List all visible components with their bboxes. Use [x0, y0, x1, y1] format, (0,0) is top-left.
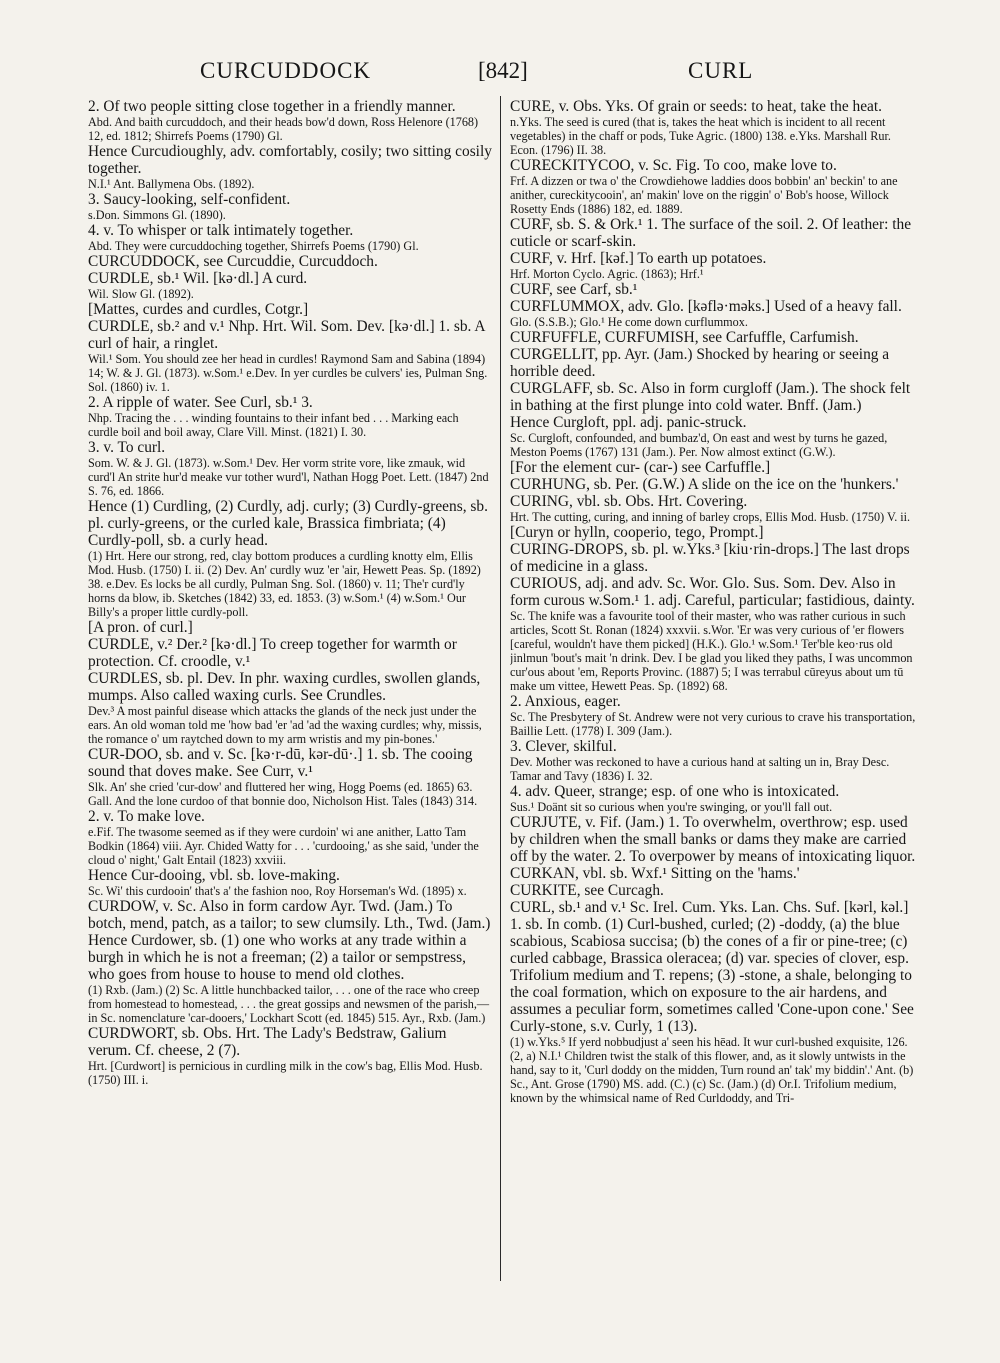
- right-entry-text: CURGLAFF, sb. Sc. Also in form curgloff (Jam.). The shock felt in bathing at the first plunge into cold water. Bnff. (Jam.): [510, 380, 911, 414]
- left-entry-text: 3. Saucy-looking, self-confident.: [88, 191, 291, 208]
- left-citation: Dev.³ A most painful disease which attacks the glands of the neck just under the ears. An old woman told me 'how bad 'er 'ad 'ad the waxing curdles; why, missis, the romance o' um raytched down to my arm wristis and my pin-bones.': [88, 704, 482, 746]
- left-entry-text: Hence Curcudioughly, adv. comfortably, cosily; two sitting cosily together.: [88, 143, 492, 177]
- left-column: [88, 98, 492, 1338]
- right-entry-text: CURL, sb.¹ and v.¹ Sc. Irel. Cum. Yks. Lan. Chs. Suf. [kərl, kəl.] 1. sb. In comb. (1) Curl-bushed, curled; (2) -doddy, (a) the blue scabious, Scabiosa succisa; (b) the cones of a fir or pine-tree; (c) curled cabbage, Brassica oleracea; (d) var. species of clover, esp. Trifolium medium and T. repens; (3) -stone, a shale, belonging to the coal formation, which on exposure to the air hardens, and assumes a peculiar form, sometimes called 'Cone-upon cone.' See Curly-stone, s.v. Curly, 1 (13).: [510, 899, 914, 1035]
- left-citation: N.I.¹ Ant. Ballymena Obs. (1892).: [88, 177, 255, 191]
- left-citation: Slk. An' she cried 'cur-dow' and fluttered her wing, Hogg Poems (ed. 1865) 63. Gall. And the lone curdoo of that bonnie doo, Nicholson Hist. Tales (1843) 314.: [88, 780, 478, 808]
- left-citation: e.Fif. The twasome seemed as if they were curdoin' wi ane anither, Latto Tam Bodkin (1864) viii. Ayr. Chided Watty for . . . 'curdooing,' as she said, 'under the cloud o' night,' Galt Entail (1823) xxviii.: [88, 825, 479, 867]
- right-entry-text: CURF, sb. S. & Ork.¹ 1. The surface of the soil. 2. Of leather: the cuticle or scarf-skin.: [510, 216, 912, 250]
- right-citation: Glo. (S.S.B.); Glo.¹ He come down curflummox.: [510, 315, 748, 329]
- running-head-left: CURCUDDOCK: [200, 58, 372, 83]
- left-citation: (1) Rxb. (Jam.) (2) Sc. A little hunchbacked tailor, . . . one of the race who creep from homestead to homestead, . . . the great gossips and newsmen of the parish,—in Sc. nomenclature 'car-dooers,' Lockhart Scott (ed. 1845) 515. Ayr., Rxb. (Jam.): [88, 983, 490, 1025]
- left-citation: Sc. Wi' this curdooin' that's a' the fashion noo, Roy Horseman's Wd. (1895) x.: [88, 884, 467, 898]
- right-entry-text: CURKAN, vbl. sb. Wxf.¹ Sitting on the 'hams.': [510, 865, 800, 882]
- right-citation: Hrt. The cutting, curing, and inning of barley crops, Ellis Mod. Husb. (1750) V. ii.: [510, 510, 911, 524]
- right-citation: n.Yks. The seed is cured (that is, takes the heat which is incident to all recent vegetables) in the chaff or pods, Tuke Agric. (1800) 138. e.Yks. Marshall Rur. Econ. (1796) II. 38.: [510, 115, 891, 157]
- left-citation: (1) Hrt. Here our strong, red, clay bottom produces a curdling knotty elm, Ellis Mod. Husb. (1750) I. ii. (2) Dev. An' curdly wuz 'er 'air, Hewett Peas. Sp. (1892) 38. e.Dev. Es locks be all curdly, Pulman Sng. Sol. (1860) v. 11; The'r curd'ly horns da blow, ib. Sketches (1842) 33, ed. 1853. (3) w.Som.¹ (4) w.Som.¹ Our Billy's a proper little curdly-poll.: [88, 549, 481, 619]
- left-entry-text: 2. Of two people sitting close together in a friendly manner.: [88, 98, 456, 115]
- left-entry-text: CURDOW, v. Sc. Also in form cardow Ayr. Twd. (Jam.) To botch, mend, patch, as a tailor; to sew clumsily. Lth., Twd. (Jam.): [88, 898, 491, 932]
- right-entry-text: CURECKITYCOO, v. Sc. Fig. To coo, make love to.: [510, 157, 837, 174]
- left-citation: Wil. Slow Gl. (1892).: [88, 287, 194, 301]
- left-entry-text: 3. v. To curl.: [88, 439, 166, 456]
- left-entry-text: CURDLE, sb.² and v.¹ Nhp. Hrt. Wil. Som. Dev. [kə·dl.] 1. sb. A curl of hair, a ringlet.: [88, 318, 485, 352]
- page-number: [842]: [478, 58, 528, 83]
- right-entry-text: CURF, v. Hrf. [kəf.] To earth up potatoes.: [510, 250, 767, 267]
- column-divider: [500, 96, 501, 1281]
- right-citation: Sus.¹ Doänt sit so curious when you're swinging, or you'll fall out.: [510, 800, 833, 814]
- right-citation: (1) w.Yks.⁵ If yerd nobbudjust a' seen his hēad. It wur curl-bushed exquisite, 126. (2, a) N.I.¹ Children twist the stalk of this flower, and, as it slowly untwists in the hand, say to it, 'Curl doddy on the midden, Turn round an' tak' my biddin'.' Ant. (b) Sc., Ant. Grose (1790) MS. add. (C.) (c) Sc. (Jam.) (d) Or.I. Trifolium medium, known by the whimsical name of Red Curldoddy, and Tri-: [510, 1035, 914, 1105]
- left-entry-text: CURDLE, v.² Der.² [kə·dl.] To creep together for warmth or protection. Cf. croodle, v.¹: [88, 636, 457, 670]
- right-entry-text: CURJUTE, v. Fif. (Jam.) 1. To overwhelm, overthrow; esp. used by children when the small banks or dams they make are carried off by the water. 2. To overpower by means of intoxicating liquor.: [510, 814, 916, 865]
- left-citation: Nhp. Tracing the . . . winding fountains to their infant bed . . . Marking each curdle boil and boil away, Clare Vill. Minst. (1821) I. 30.: [88, 411, 459, 439]
- right-entry-text: Hence Curgloft, ppl. adj. panic-struck.: [510, 414, 747, 431]
- left-entry-text: CURDLES, sb. pl. Dev. In phr. waxing curdles, swollen glands, mumps. Also called waxing curls. See Crundles.: [88, 670, 481, 704]
- running-head-right: CURL: [688, 58, 754, 83]
- left-citation: Abd. And baith curcuddoch, and their heads bow'd down, Ross Helenore (1768) 12, ed. 1812; Shirrefs Poems (1790) Gl.: [88, 115, 479, 143]
- right-entry-text: 4. adv. Queer, strange; esp. of one who is intoxicated.: [510, 783, 840, 800]
- right-citation: Dev. Mother was reckoned to have a curious hand at salting un in, Bray Desc. Tamar and Tavy (1836) I. 32.: [510, 755, 890, 783]
- left-entry-text: 2. A ripple of water. See Curl, sb.¹ 3.: [88, 394, 313, 411]
- left-citation: s.Don. Simmons Gl. (1890).: [88, 208, 226, 222]
- left-entry-text: Hence Cur-dooing, vbl. sb. love-making.: [88, 867, 340, 884]
- right-citation: Sc. The Presbytery of St. Andrew were not very curious to crave his transportation, Baillie Lett. (1778) I. 309 (Jam.).: [510, 710, 916, 738]
- left-citation: Hrt. [Curdwort] is pernicious in curdling milk in the cow's bag, Ellis Mod. Husb. (1750) III. i.: [88, 1059, 483, 1087]
- left-citation: Abd. They were curcuddoching together, Shirrefs Poems (1790) Gl.: [88, 239, 419, 253]
- right-entry-text: 2. Anxious, eager.: [510, 693, 621, 710]
- left-citation: Wil.¹ Som. You should zee her head in curdles! Raymond Sam and Sabina (1894) 14; W. & J. Gl. (1873). w.Som.¹ e.Dev. In yer curdles be culvers' ies, Pulman Sng. Sol. (1860) iv. 1.: [88, 352, 488, 394]
- left-entry-text: CURDWORT, sb. Obs. Hrt. The Lady's Bedstraw, Galium verum. Cf. cheese, 2 (7).: [88, 1025, 447, 1059]
- right-column: [510, 98, 916, 1338]
- right-entry-text: CURF, see Carf, sb.¹: [510, 281, 638, 298]
- left-entry-text: [Mattes, curdes and curdles, Cotgr.]: [88, 301, 309, 318]
- right-entry-text: CURGELLIT, pp. Ayr. (Jam.) Shocked by hearing or seeing a horrible deed.: [510, 346, 890, 380]
- right-citation: Sc. The knife was a favourite tool of their master, who was rather curious in such articles, Scott St. Ronan (1824) xxxvii. s.Wor. 'Er was very curious of 'er flowers [careful, wouldn't have them picked] (H.K.). Glo.¹ w.Som.¹ Ter'ble keo·rus old jinlmun 'bout's mait 'n drink. Dev. I be glad you liked they paths, I was uncommon cur'ous about 'em, Reports Provinc. (1887) 5; I was terrabul cūreyus about um tū make um vittee, Hewett Peas. Sp. (1892) 68.: [510, 609, 913, 693]
- left-citation: Som. W. & J. Gl. (1873). w.Som.¹ Dev. Her vorm strite vore, like zmauk, wid curd'l An strite hur'd meake vur tother wurd'l, Nathan Hogg Poet. Lett. (1847) 2nd S. 76, ed. 1866.: [88, 456, 489, 498]
- right-citation: Sc. Curgloft, confounded, and bumbaz'd, On east and west by turns he gazed, Meston Poems (1767) 131 (Jam.). Per. Now almost extinct (G.W.).: [510, 431, 888, 459]
- right-citation: Frf. A dizzen or twa o' the Crowdiehowe laddies doos bobbin' an' beckin' to ane anither, cureckitycooin', an' makin' love on the riggin' o' Bob's hoose, Willock Rosetty Ends (1886) 182, ed. 1889.: [510, 174, 898, 216]
- left-entry-text: CURCUDDOCK, see Curcuddie, Curcuddoch.: [88, 253, 378, 270]
- left-entry-text: 4. v. To whisper or talk intimately together.: [88, 222, 354, 239]
- right-entry-text: CURING-DROPS, sb. pl. w.Yks.³ [kiu·rin-drops.] The last drops of medicine in a glass.: [510, 541, 910, 575]
- right-entry-text: CURE, v. Obs. Yks. Of grain or seeds: to heat, take the heat.: [510, 98, 882, 115]
- right-entry-text: CURKITE, see Curcagh.: [510, 882, 664, 899]
- right-entry-text: CURING, vbl. sb. Obs. Hrt. Covering.: [510, 493, 748, 510]
- right-entry-text: 3. Clever, skilful.: [510, 738, 617, 755]
- right-entry-text: CURHUNG, sb. Per. (G.W.) A slide on the ice on the 'hunkers.': [510, 476, 899, 493]
- left-entry-text: 2. v. To make love.: [88, 808, 205, 825]
- right-citation: Hrf. Morton Cyclo. Agric. (1863); Hrf.¹: [510, 267, 704, 281]
- right-entry-text: CURFLUMMOX, adv. Glo. [kəflə·məks.] Used of a heavy fall.: [510, 298, 902, 315]
- left-entry-text: Hence (1) Curdling, (2) Curdly, adj. curly; (3) Curdly-greens, sb. pl. curly-greens, or the curled kale, Brassica fimbriata; (4) Curdly-poll, sb. a curly head.: [88, 498, 488, 549]
- right-entry-text: CURFUFFLE, CURFUMISH, see Carfuffle, Carfumish.: [510, 329, 859, 346]
- left-entry-text: Hence Curdower, sb. (1) one who works at any trade within a burgh in which he is not a freeman; (2) a tailor or sempstress, who goes from house to house to mend old clothes.: [88, 932, 467, 983]
- left-entry-text: CURDLE, sb.¹ Wil. [kə·dl.] A curd.: [88, 270, 308, 287]
- left-entry-text: CUR-DOO, sb. and v. Sc. [kə·r-dū, kər-dū·.] 1. sb. The cooing sound that doves make. See Curr, v.¹: [88, 746, 473, 780]
- right-entry-text: [For the element cur- (car-) see Carfuffle.]: [510, 459, 771, 476]
- right-entry-text: CURIOUS, adj. and adv. Sc. Wor. Glo. Sus. Som. Dev. Also in form curous w.Som.¹ 1. adj. Careful, particular; fastidious, dainty.: [510, 575, 915, 609]
- right-entry-text: [Curyn or hylln, cooperio, tego, Prompt.]: [510, 524, 764, 541]
- left-entry-text: [A pron. of curl.]: [88, 619, 193, 636]
